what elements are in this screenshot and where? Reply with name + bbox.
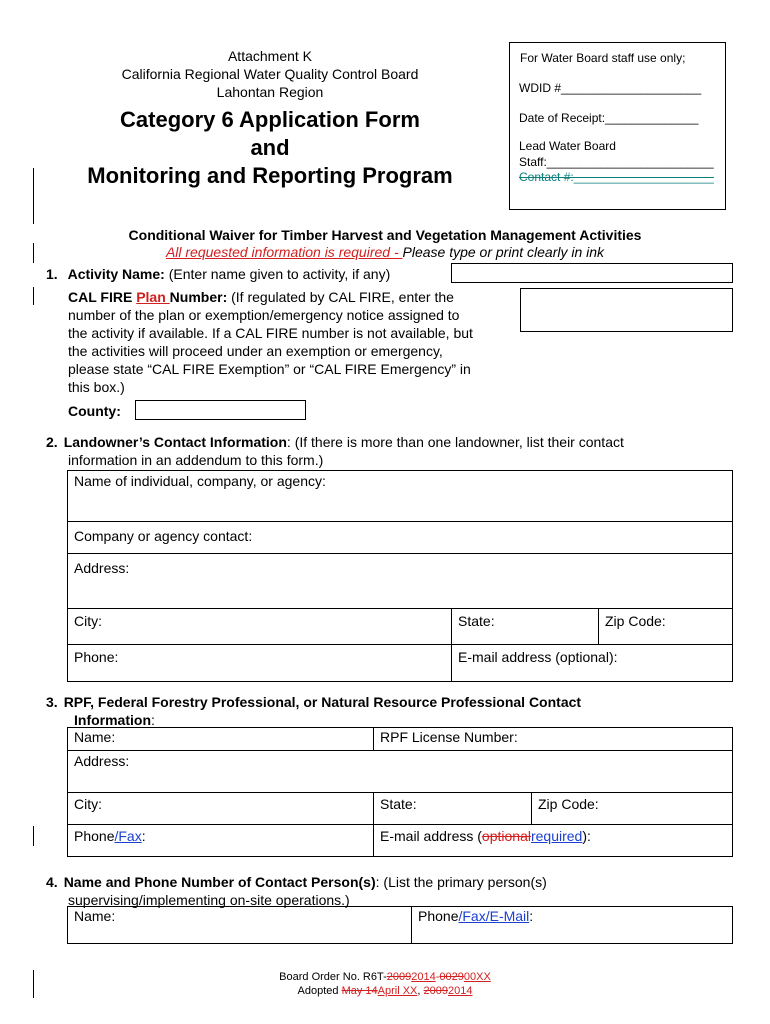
rpf-zip-label: Zip Code:: [538, 796, 599, 812]
order-inserted: 00XX: [463, 971, 491, 983]
activity-name-hint: (Enter name given to activity, if any): [164, 266, 391, 282]
calfire-number-label: Number:: [169, 289, 228, 305]
rpf-zip-cell[interactable]: [531, 792, 733, 825]
rpf-address-label: Address:: [74, 753, 130, 769]
landowner-email-label: E-mail address (optional):: [458, 649, 618, 665]
calfire-hint: (If regulated by CAL FIRE, enter the: [227, 289, 454, 305]
contact-person-name-label: Name:: [74, 908, 116, 924]
section-3-heading: [46, 693, 736, 729]
required-note: [0, 243, 770, 261]
rpf-email-cell[interactable]: [373, 824, 733, 857]
colon: :: [529, 908, 534, 924]
title-line-1: Category 6 Application Form: [120, 107, 420, 132]
calfire-hint-line: this box.): [68, 379, 125, 395]
attachment-label: Attachment K: [227, 48, 313, 64]
change-bar: [33, 287, 34, 305]
contact-person-label: Name and Phone Number of Contact Person(s): [63, 874, 376, 890]
activity-name-input[interactable]: [451, 263, 733, 283]
landowner-email-cell[interactable]: [451, 644, 733, 682]
required-text: All requested information is required -: [165, 244, 403, 260]
landowner-name-cell[interactable]: [67, 470, 733, 522]
order-dash: -: [435, 971, 440, 983]
contact-person-table: [67, 906, 733, 944]
section-number: 4.: [46, 874, 58, 890]
board-order-number: [0, 971, 770, 983]
order-deleted: 0029: [439, 971, 464, 983]
landowner-table: [67, 470, 733, 682]
county-input[interactable]: [135, 400, 306, 420]
colon: :: [141, 828, 146, 844]
rpf-email-deleted: optional: [481, 828, 531, 844]
adopted-date: [0, 985, 770, 997]
section-number: 1.: [46, 266, 58, 282]
section-2-heading: [46, 433, 736, 469]
rpf-license-cell[interactable]: [373, 727, 733, 751]
region-name: Lahontan Region: [216, 84, 324, 100]
landowner-label: Landowner’s Contact Information: [63, 434, 287, 450]
year-deleted: 2009: [423, 985, 448, 997]
comma: ,: [417, 985, 424, 997]
adopted-label: Adopted: [297, 985, 342, 997]
calfire-number-input[interactable]: [520, 288, 733, 332]
calfire-plan-block: [68, 288, 518, 396]
landowner-address-cell[interactable]: [67, 553, 733, 609]
adopted-deleted: May 14: [341, 985, 378, 997]
county-label: County:: [68, 403, 121, 419]
board-name: California Regional Water Quality Control Board: [121, 66, 419, 82]
rpf-label: RPF, Federal Forestry Professional, or Natural Resource Professional Contact: [63, 694, 582, 710]
waiver-subtitle: Conditional Waiver for Timber Harvest and Vegetation Management Activities: [128, 227, 642, 243]
colon: :: [151, 712, 155, 728]
landowner-city-label: City:: [74, 613, 102, 629]
calfire-hint-line: the activities will proceed under an exemption or emergency,: [68, 343, 443, 359]
landowner-hint-line: information in an addendum to this form.): [68, 452, 324, 468]
rpf-name-cell[interactable]: [67, 727, 374, 751]
rpf-email-inserted: required: [530, 828, 583, 844]
rpf-phone-label: Phone: [74, 828, 115, 844]
section-4-heading: [46, 873, 736, 909]
order-inserted: 2014: [411, 971, 436, 983]
landowner-state-label: State:: [458, 613, 495, 629]
rpf-label-line: Information: [74, 712, 151, 728]
rpf-email-label: E-mail address (: [380, 828, 482, 844]
landowner-zip-cell[interactable]: [598, 608, 733, 645]
page-footer: [0, 971, 770, 997]
rpf-city-label: City:: [74, 796, 102, 812]
section-1-activity: [46, 265, 390, 283]
change-bar: [33, 168, 34, 224]
wdid-field[interactable]: WDID #_____________________: [519, 81, 702, 95]
staff-box-heading: For Water Board staff use only;: [520, 51, 686, 65]
rpf-phone-cell[interactable]: [67, 824, 374, 857]
contact-person-hint-line: supervising/implementing on-site operations.): [68, 892, 350, 908]
order-deleted: 2009: [386, 971, 412, 983]
year-inserted: 2014: [448, 985, 473, 997]
landowner-phone-label: Phone:: [74, 649, 119, 665]
contact-number-field: Contact #:_____________________: [519, 170, 714, 184]
calfire-label: CAL FIRE: [68, 289, 137, 305]
calfire-hint-line: please state “CAL FIRE Exemption” or “CAL FIRE Emergency” in: [68, 361, 471, 377]
contact-person-name-cell[interactable]: [67, 906, 412, 944]
landowner-contact-cell[interactable]: [67, 521, 733, 554]
lead-staff-field[interactable]: Staff:_________________________: [519, 155, 714, 169]
rpf-state-cell[interactable]: [373, 792, 532, 825]
rpf-city-cell[interactable]: [67, 792, 374, 825]
receipt-date-field[interactable]: Date of Receipt:______________: [519, 111, 699, 125]
section-number: 3.: [46, 694, 58, 710]
landowner-name-label: Name of individual, company, or agency:: [74, 473, 326, 489]
contact-person-phone-label: Phone: [418, 908, 459, 924]
title-line-3: Monitoring and Reporting Program: [87, 163, 453, 188]
landowner-city-cell[interactable]: [67, 608, 452, 645]
calfire-plan-insert: Plan: [136, 289, 170, 305]
adopted-inserted: April XX: [377, 985, 418, 997]
section-number: 2.: [46, 434, 58, 450]
lead-staff-label: Lead Water Board: [519, 139, 616, 153]
landowner-state-cell[interactable]: [451, 608, 599, 645]
staff-use-box: [509, 42, 726, 210]
landowner-contact-label: Company or agency contact:: [74, 528, 253, 544]
print-instruction: Please type or print clearly in ink: [402, 244, 605, 260]
rpf-email-close: ):: [582, 828, 591, 844]
title-line-2: and: [250, 135, 290, 160]
landowner-address-label: Address:: [74, 560, 130, 576]
contact-person-phone-cell[interactable]: [411, 906, 733, 944]
calfire-hint-line: the activity if available. If a CAL FIRE number is not available, but: [68, 325, 473, 341]
contact-person-fax-insert: /Fax/E-Mail: [458, 908, 530, 924]
rpf-table: [67, 727, 733, 857]
change-bar: [33, 826, 34, 846]
landowner-zip-label: Zip Code:: [605, 613, 666, 629]
calfire-hint-line: number of the plan or exemption/emergency notice assigned to: [68, 307, 460, 323]
landowner-hint: : (If there is more than one landowner, list their contact: [286, 434, 624, 450]
rpf-fax-insert: /Fax: [114, 828, 142, 844]
rpf-name-label: Name:: [74, 729, 116, 745]
rpf-license-label: RPF License Number:: [380, 729, 518, 745]
page-title: [60, 106, 480, 190]
landowner-phone-cell[interactable]: [67, 644, 452, 682]
activity-name-label: Activity Name:: [67, 266, 165, 282]
rpf-state-label: State:: [380, 796, 417, 812]
contact-person-hint: : (List the primary person(s): [375, 874, 547, 890]
rpf-address-cell[interactable]: [67, 750, 733, 793]
order-prefix: Board Order No. R6T-: [279, 971, 387, 983]
document-header: [80, 47, 460, 101]
